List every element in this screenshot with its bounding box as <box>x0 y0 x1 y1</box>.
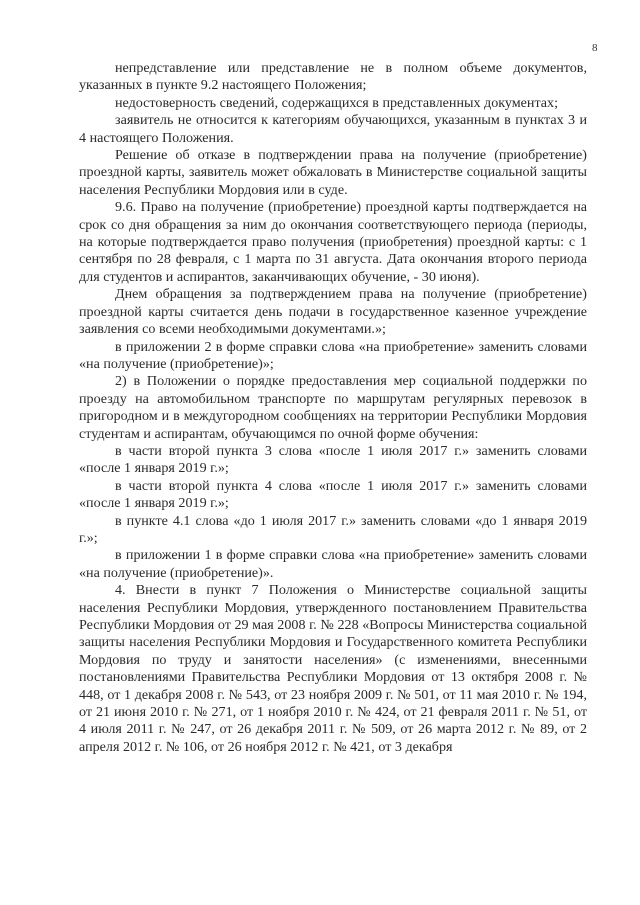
paragraph: непредставление или представление не в полном объеме документов, указанных в пункте 9.2 настоящего Положения; <box>79 60 587 94</box>
paragraph: 9.6. Право на получение (приобретение) проездной карты подтверждается на срок со дня обращения за ним до окончания соответствующего периода (периоды, на которые подтверждается право получения (приобретения) проездной карты: с 1 сентября по 28 февраля, с 1 марта по 31 августа. Дата окончания второго периода для студентов и аспирантов, заканчивающих обучение, - 30 июня). <box>79 199 587 285</box>
paragraph: в приложении 2 в форме справки слова «на приобретение» заменить словами «на получение (приобретение)»; <box>79 338 587 372</box>
paragraph: в части второй пункта 3 слова «после 1 июля 2017 г.» заменить словами «после 1 января 2019 г.»; <box>79 442 587 477</box>
paragraph: Днем обращения за подтверждением права на получение (приобретение) проездной карты считается день подачи в государственное казенное учреждение заявления со всеми необходимыми документами.»; <box>79 286 587 338</box>
paragraph: в части второй пункта 4 слова «после 1 июля 2017 г.» заменить словами «после 1 января 2019 г.»; <box>79 477 587 512</box>
paragraph: Решение об отказе в подтверждении права на получение (приобретение) проездной карты, заявитель может обжаловать в Министерстве социальной защиты населения Республики Мордовия или в суде. <box>79 147 587 198</box>
page-number: 8 <box>592 42 598 54</box>
paragraph: недостоверность сведений, содержащихся в представленных документах; <box>115 94 559 111</box>
paragraph: в пункте 4.1 слова «до 1 июля 2017 г.» заменить словами «до 1 января 2019 г.»; <box>79 512 587 546</box>
document-body <box>79 60 587 756</box>
paragraph: 2) в Положении о порядке предоставления мер социальной поддержки по проезду на автомобильном транспорте по маршрутам регулярных перевозок в пригородном и в междугородном сообщениях на территории Республики Мордовия студентам и аспирантам, обучающимся по очной форме обучения: <box>79 373 587 442</box>
paragraph: 4. Внести в пункт 7 Положения о Министерстве социальной защиты населения Республики Мордовия, утвержденного постановлением Правительства Республики Мордовия от 29 мая 2008 г. № 228 «Вопросы Министерства социальной защиты населения Республики Мордовия и Государственного комитета Республики Мордовия по труду и занятости населения» (с изменениями, внесенными постановлениями Правительства Республики Мордовия от 13 октября 2008 г. № 448, от 1 декабря 2008 г. № 543, от 23 ноября 2009 г. № 501, от 11 мая 2010 г. № 194, от 21 июня 2010 г. № 271, от 1 ноября 2010 г. № 424, от 21 февраля 2011 г. № 51, от 4 июля 2011 г. № 247, от 26 декабря 2011 г. № 509, от 26 марта 2012 г. № 89, от 2 апреля 2012 г. № 106, от 26 ноября 2012 г. № 421, от 3 декабря <box>79 582 587 755</box>
paragraph: в приложении 1 в форме справки слова «на приобретение» заменить словами «на получение (приобретение)». <box>79 547 587 581</box>
paragraph: заявитель не относится к категориям обучающихся, указанным в пунктах 3 и 4 настоящего Положения. <box>79 112 587 146</box>
